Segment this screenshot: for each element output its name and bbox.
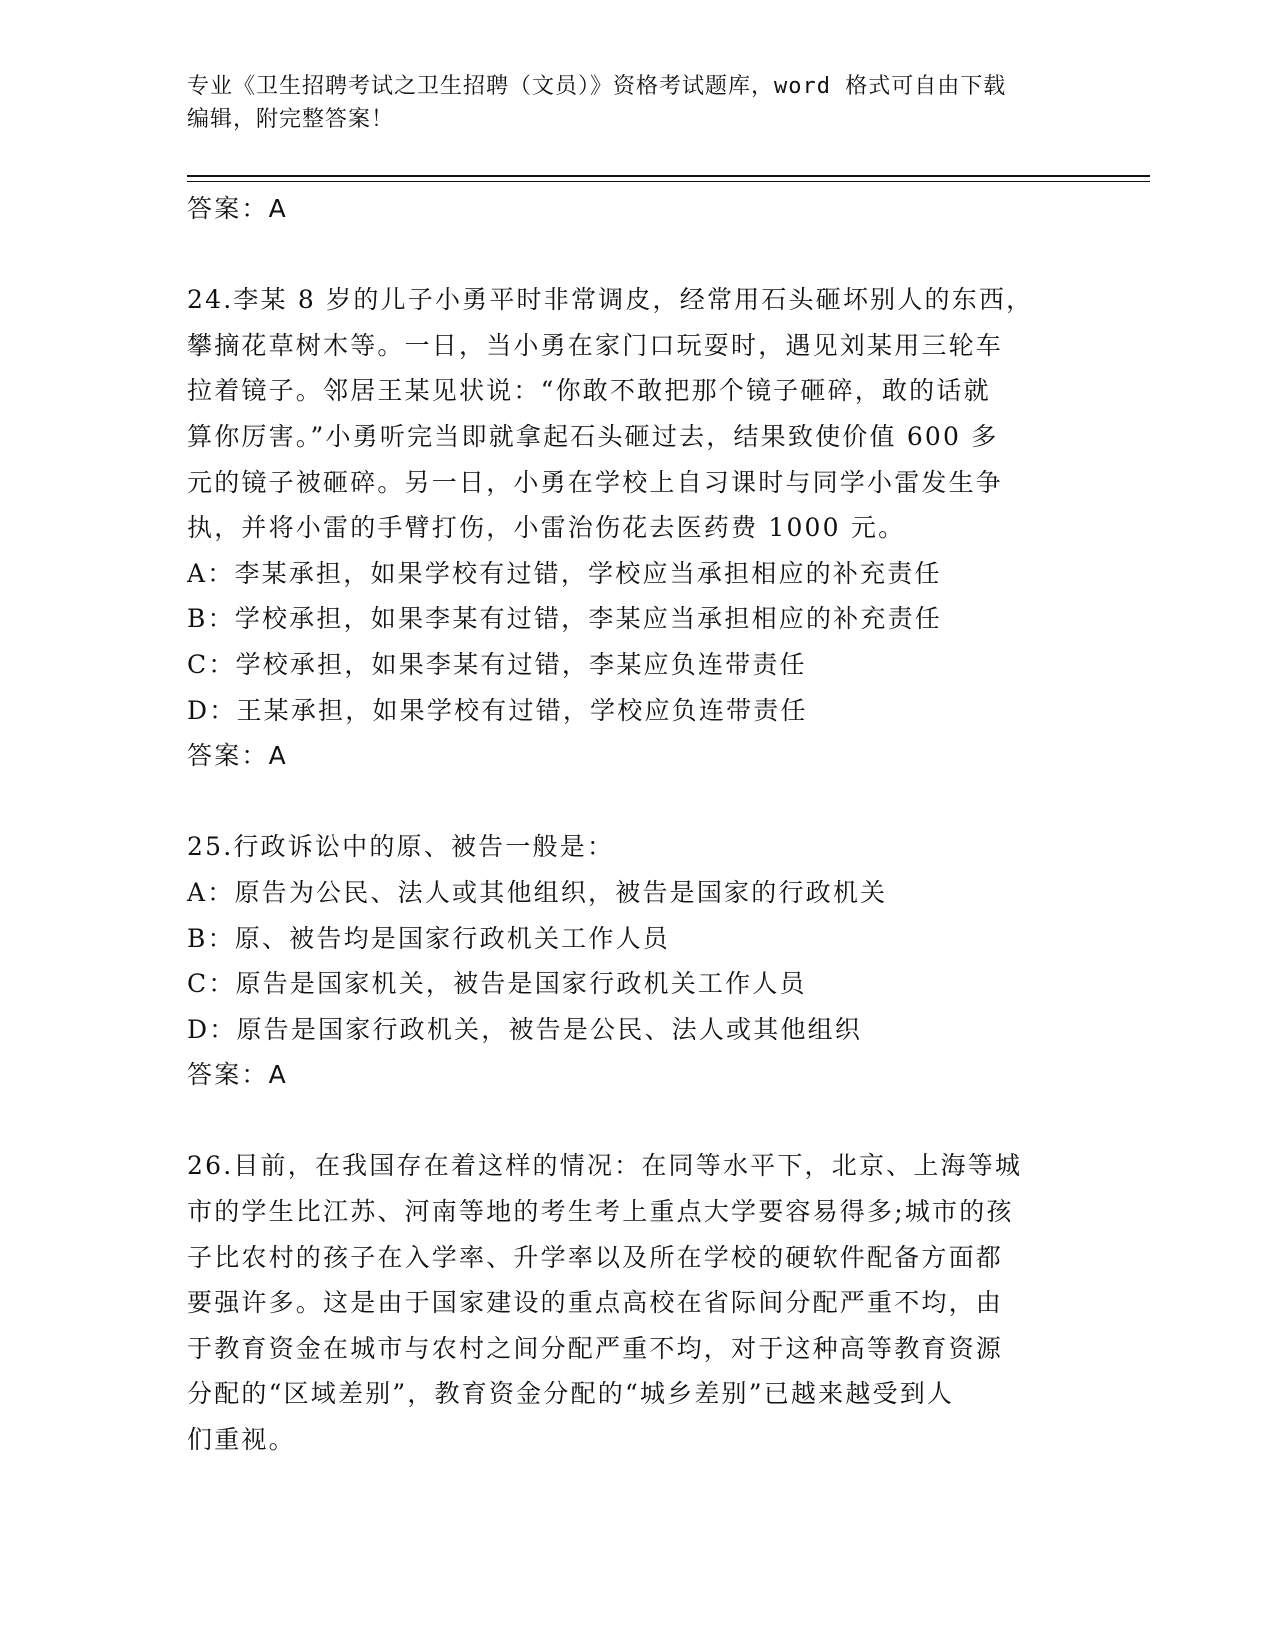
question-26-line: 要强许多。这是由于国家建设的重点高校在省际间分配严重不均，由	[187, 1288, 1004, 1318]
spacer	[187, 779, 1087, 825]
header-line-2: 编辑，附完整答案！	[187, 107, 395, 132]
question-26-line: 于教育资金在城市与农村之间分配严重不均，对于这种高等教育资源	[187, 1333, 1004, 1363]
question-25-option-c: C：原告是国家机关，被告是国家行政机关工作人员	[187, 969, 807, 999]
question-24-line: 拉着镜子。邻居王某见状说：“你敢不敢把那个镜子砸碎，敢的话就	[187, 376, 991, 406]
question-24-option-b: B：学校承担，如果李某有过错，李某应当承担相应的补充责任	[187, 604, 942, 634]
question-26-line: 26.目前，在我国存在着这样的情况：在同等水平下，北京、上海等城	[187, 1151, 1023, 1181]
question-24-line: 攀摘花草树木等。一日，当小勇在家门口玩耍时，遇见刘某用三轮车	[187, 330, 1004, 360]
question-24	[187, 277, 1087, 779]
question-25-option-a: A：原告为公民、法人或其他组织，被告是国家的行政机关	[187, 877, 888, 907]
spacer	[187, 1098, 1087, 1144]
page-header	[187, 70, 1067, 136]
header-divider-thick	[187, 175, 1150, 177]
header-line-1: 专业《卫生招聘考试之卫生招聘（文员）》资格考试题库，word 格式可自由下载	[187, 74, 1007, 99]
spacer	[187, 232, 1087, 278]
question-26-line: 们重视。	[187, 1425, 296, 1455]
question-26-line: 子比农村的孩子在入学率、升学率以及所在学校的硬软件配备方面都	[187, 1242, 1004, 1272]
question-24-line: 执，并将小雷的手臂打伤，小雷治伤花去医药费 1000 元。	[187, 513, 906, 543]
question-25-line: 25.行政诉讼中的原、被告一般是：	[187, 832, 615, 862]
question-26-line: 市的学生比江苏、河南等地的考生考上重点大学要容易得多;城市的孩	[187, 1197, 1014, 1227]
question-24-line: 元的镜子被砸碎。另一日，小勇在学校上自习课时与同学小雷发生争	[187, 467, 1004, 497]
question-26-line: 分配的“区域差别”，教育资金分配的“城乡差别”已越来越受到人	[187, 1379, 955, 1409]
question-24-line: 算你厉害。”小勇听完当即就拿起石头砸过去，结果致使价值 600 多	[187, 421, 999, 451]
question-25-option-d: D：原告是国家行政机关，被告是公民、法人或其他组织	[187, 1014, 863, 1044]
question-24-line: 24.李某 8 岁的儿子小勇平时非常调皮，经常用石头砸坏别人的东西，	[187, 285, 1034, 315]
answer-prev: 答案：A	[187, 194, 288, 223]
question-24-answer: 答案：A	[187, 741, 288, 771]
question-24-option-d: D：王某承担，如果学校有过错，学校应负连带责任	[187, 695, 808, 725]
question-25-answer: 答案：A	[187, 1060, 288, 1090]
question-26	[187, 1143, 1087, 1462]
question-24-option-c: C：学校承担，如果李某有过错，李某应负连带责任	[187, 649, 807, 679]
question-content	[187, 186, 1087, 1463]
question-25	[187, 824, 1087, 1098]
question-25-option-b: B：原、被告均是国家行政机关工作人员	[187, 923, 670, 953]
question-24-option-a: A：李某承担，如果学校有过错，学校应当承担相应的补充责任	[187, 558, 942, 588]
header-divider-thin	[187, 181, 1150, 182]
